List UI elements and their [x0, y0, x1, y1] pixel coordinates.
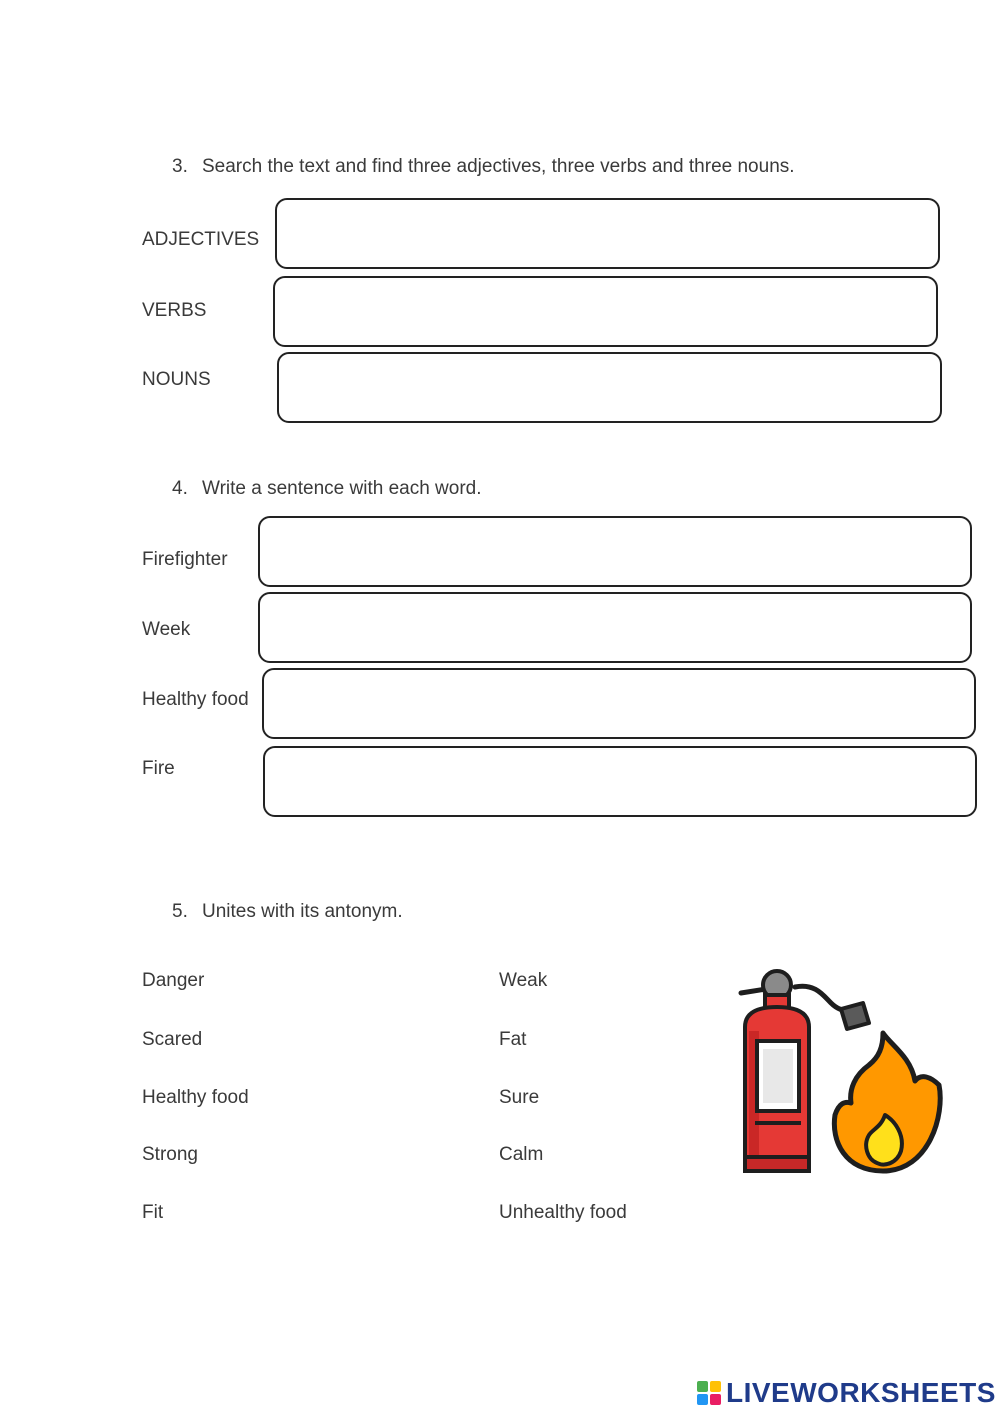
match-left-word[interactable]: Strong: [142, 1144, 198, 1165]
fire-extinguisher-and-flame-icon: [735, 965, 945, 1177]
liveworksheets-logo-icon: [696, 1380, 722, 1406]
question-4-title: [172, 478, 482, 500]
question-3-title: [172, 156, 795, 178]
question-4-text: Write a sentence with each word.: [202, 478, 482, 499]
question-5-text: Unites with its antonym.: [202, 901, 403, 922]
nozzle-icon: [841, 1003, 869, 1029]
match-left-word[interactable]: Danger: [142, 970, 205, 991]
answer-box-fire[interactable]: [263, 746, 977, 817]
match-right-word[interactable]: Weak: [499, 970, 548, 991]
answer-box-adjectives[interactable]: [275, 198, 940, 269]
label-nouns: NOUNS: [142, 369, 211, 390]
question-4-number: 4.: [172, 478, 188, 499]
label-verbs: VERBS: [142, 300, 207, 321]
match-left-word[interactable]: Fit: [142, 1202, 164, 1223]
question-5-title: [172, 901, 403, 923]
answer-box-firefighter[interactable]: [258, 516, 972, 587]
label-week: Week: [142, 619, 191, 640]
question-3-text: Search the text and find three adjectives, three verbs and three nouns.: [202, 156, 795, 177]
question-5-number: 5.: [172, 901, 188, 922]
answer-box-healthy-food[interactable]: [262, 668, 976, 739]
match-right-word[interactable]: Calm: [499, 1144, 544, 1165]
answer-box-week[interactable]: [258, 592, 972, 663]
flame-icon: [834, 1033, 940, 1171]
label-healthy-food: Healthy food: [142, 689, 249, 710]
label-fire: Fire: [142, 758, 175, 779]
match-right-word[interactable]: Unhealthy food: [499, 1202, 627, 1223]
answer-box-verbs[interactable]: [273, 276, 938, 347]
question-3-number: 3.: [172, 156, 188, 177]
label-adjectives: ADJECTIVES: [142, 229, 260, 250]
match-right-word[interactable]: Sure: [499, 1087, 540, 1108]
liveworksheets-brand: [696, 1376, 996, 1410]
brand-name: LIVEWORKSHEETS: [726, 1377, 996, 1408]
answer-box-nouns[interactable]: [277, 352, 942, 423]
label-firefighter: Firefighter: [142, 549, 228, 570]
match-left-word[interactable]: Scared: [142, 1029, 203, 1050]
match-left-word[interactable]: Healthy food: [142, 1087, 249, 1108]
match-right-word[interactable]: Fat: [499, 1029, 527, 1050]
